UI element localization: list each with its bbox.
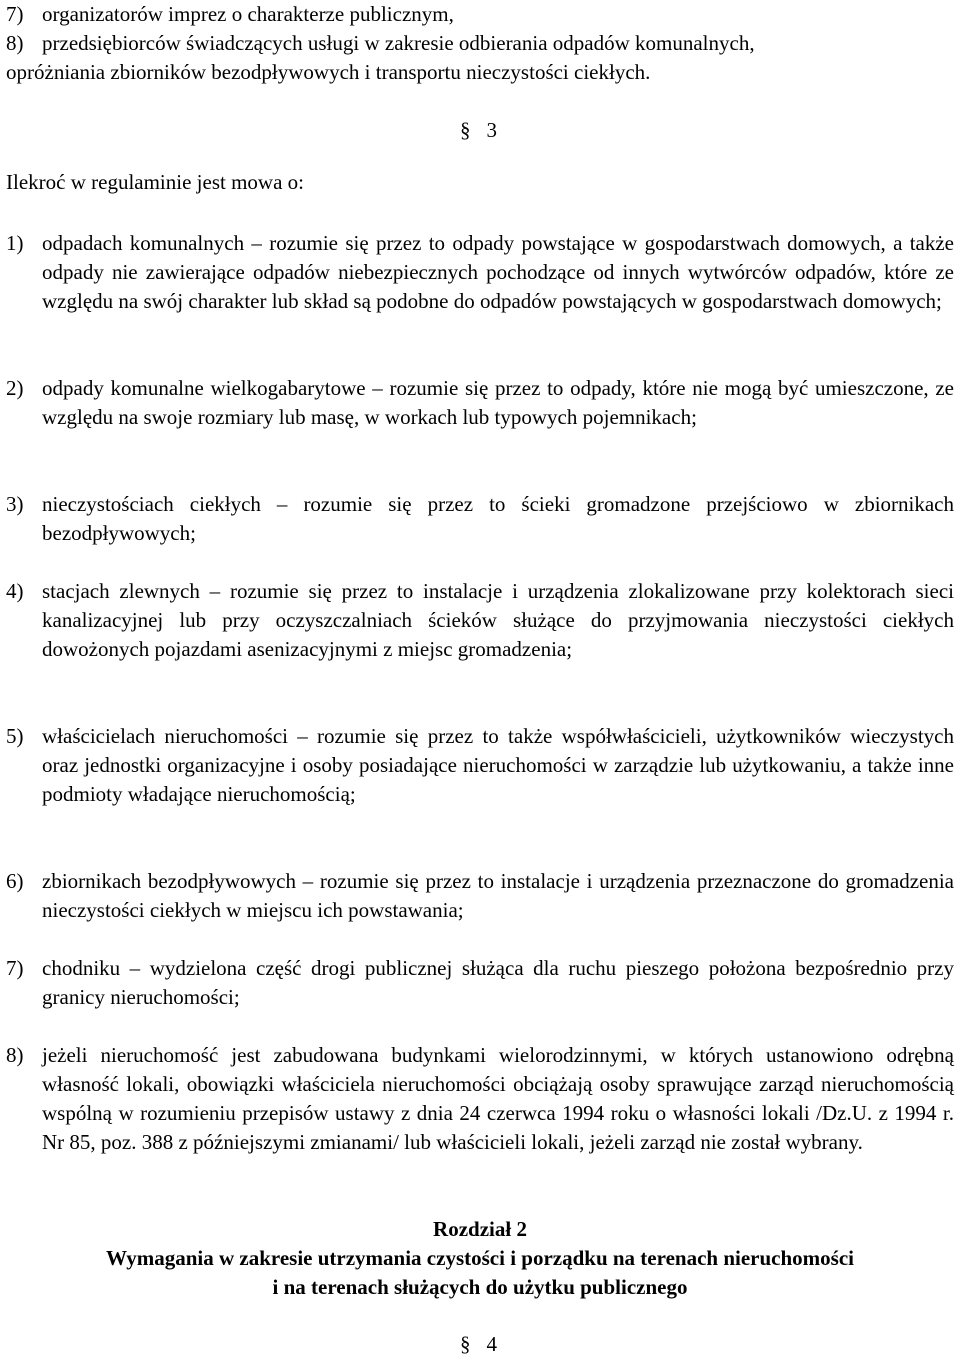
- definition-text: jeżeli nieruchomość jest zabudowana budynkami wielorodzinnymi, w których ustanowiono odrębną własność lokali, obowiązki właściciela nieruchomości obciążają osoby sprawujące zarząd nieruchomością wspólną w rozumieniu przepisów ustawy z dnia 24 czerwca 1994 roku o własności lokali /Dz.U. z 1994 r. Nr 85, poz. 388 z późniejszymi zmianami/ lub właścicieli lokali, jeżeli zarząd nie został wybrany.: [42, 1043, 954, 1154]
- list-item-number: 7): [6, 2, 24, 26]
- list-item-text: przedsiębiorców świadczących usługi w zakresie odbierania odpadów komunalnych,: [42, 31, 755, 55]
- definition-text: stacjach zlewnych – rozumie się przez to instalacje i urządzenia zlokalizowane przy kolektorach sieci kanalizacyjnej lub przy oczyszczalniach ścieków służące do przyjmowania nieczystości ciekłych dowożonych pojazdami asenizacyjnymi z miejsc gromadzenia;: [42, 579, 954, 661]
- list-item-text: organizatorów imprez o charakterze publicznym,: [42, 2, 454, 26]
- chapter-title: Rozdział 2: [433, 1217, 527, 1241]
- definition-item-2: [6, 374, 954, 432]
- section-symbol: §: [460, 1332, 471, 1356]
- section-heading-3: [460, 116, 497, 145]
- definition-item-5: [6, 722, 954, 809]
- definition-text: chodniku – wydzielona część drogi publicznej służąca dla ruchu pieszego położona bezpośrednio przy granicy nieruchomości;: [42, 956, 954, 1009]
- chapter-subtitle-line-1: Wymagania w zakresie utrzymania czystości i porządku na terenach nieruchomości: [106, 1246, 854, 1270]
- list-item: [6, 29, 755, 58]
- definition-number: 5): [6, 724, 24, 748]
- definition-item-6: [6, 867, 954, 925]
- definition-text: odpadach komunalnych – rozumie się przez to odpady powstające w gospodarstwach domowych, a także odpady nie zawierające odpadów niebezpiecznych pochodzące od innych wytwórców odpadów, które ze względu na swój charakter lub skład są podobne do odpadów powstających w gospodarstwach domowych;: [42, 231, 954, 313]
- definition-number: 8): [6, 1043, 24, 1067]
- section-heading-4: [460, 1330, 497, 1359]
- definition-text: odpady komunalne wielkogabarytowe – rozumie się przez to odpady, które nie mogą być umieszczone, ze względu na swoje rozmiary lub masę, w workach lub typowych pojemnikach;: [42, 376, 954, 429]
- definition-number: 2): [6, 376, 24, 400]
- definition-item-7: [6, 954, 954, 1012]
- definition-text: zbiornikach bezodpływowych – rozumie się przez to instalacje i urządzenia przeznaczone do gromadzenia nieczystości ciekłych w miejscu ich powstawania;: [42, 869, 954, 922]
- section-number: 4: [486, 1332, 497, 1356]
- list-item-number: 8): [6, 31, 24, 55]
- list-continuation: opróżniania zbiorników bezodpływowych i transportu nieczystości ciekłych.: [6, 60, 651, 84]
- definition-number: 7): [6, 956, 24, 980]
- intro-text: Ilekroć w regulaminie jest mowa o:: [6, 170, 304, 194]
- definition-number: 4): [6, 579, 24, 603]
- definition-number: 3): [6, 492, 24, 516]
- definition-number: 6): [6, 869, 24, 893]
- chapter-subtitle-line-2: i na terenach służących do użytku publicznego: [272, 1275, 688, 1299]
- definition-text: nieczystościach ciekłych – rozumie się przez to ścieki gromadzone przejściowo w zbiornikach bezodpływowych;: [42, 492, 954, 545]
- section-symbol: §: [460, 118, 471, 142]
- definition-item-1: [6, 229, 954, 316]
- definition-item-4: [6, 577, 954, 664]
- definition-text: właścicielach nieruchomości – rozumie się przez to także współwłaścicieli, użytkowników wieczystych oraz jednostki organizacyjne i osoby posiadające nieruchomości w zarządzie lub użytkowaniu, a także inne podmioty władające nieruchomością;: [42, 724, 954, 806]
- definition-number: 1): [6, 231, 24, 255]
- definition-item-8: [6, 1041, 954, 1157]
- list-item: [6, 0, 454, 29]
- section-number: 3: [486, 118, 497, 142]
- definition-item-3: [6, 490, 954, 548]
